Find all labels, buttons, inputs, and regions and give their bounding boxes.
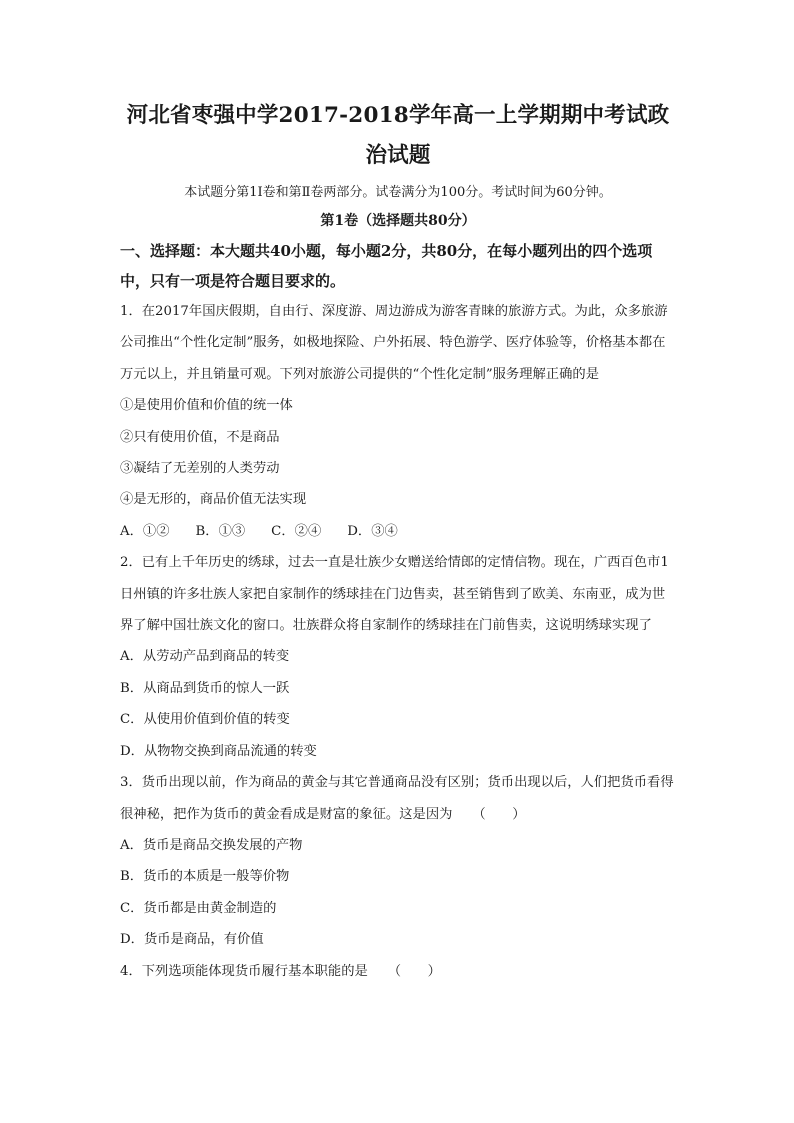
choice-c: C．②④ bbox=[271, 523, 322, 539]
option-a: A．从劳动产品到商品的转变 bbox=[120, 649, 290, 665]
page-content bbox=[120, 96, 676, 987]
question-stem: 1．在2017年国庆假期，自由行、深度游、周边游成为游客青睐的旅游方式。为此，众多旅游公司推出“个性化定制”服务，如极地探险、户外拓展、特色游学、医疗体验等，价格基本都在万元以上，并且销量可观。下列对旅游公司提供的“个性化定制”服务理解正确的是 bbox=[120, 304, 668, 382]
choice-row bbox=[120, 516, 676, 547]
question-3 bbox=[120, 767, 676, 955]
section-title: 第1卷（选择题共80分） bbox=[320, 213, 476, 229]
question-stem: 2．已有上千年历史的绣球，过去一直是壮族少女赠送给情郎的定情信物。现在，广西百色市1日州镇的许多壮族人家把自家制作的绣球挂在门边售卖，甚至销售到了欧美、东南亚，成为世界了解中国壮族文化的窗口。壮族群众将自家制作的绣球挂在门前售卖，这说明绣球实现了 bbox=[120, 555, 669, 634]
option-d: D．货币是商品，有价值 bbox=[120, 932, 264, 948]
question-2 bbox=[120, 547, 676, 767]
statement-2: ②只有使用价值，不是商品 bbox=[120, 429, 280, 445]
option-d: D．从物物交换到商品流通的转变 bbox=[120, 743, 317, 759]
choice-b: B．①③ bbox=[195, 523, 246, 539]
question-4 bbox=[120, 956, 676, 987]
question-stem: 3．货币出现以前，作为商品的黄金与其它普通商品没有区别；货币出现以后，人们把货币看得很神秘，把作为货币的黄金看成是财富的象征。这是因为 （ ） bbox=[120, 775, 674, 822]
option-b: B．从商品到货币的惊人一跃 bbox=[120, 680, 290, 696]
choice-d: D．③④ bbox=[347, 523, 398, 539]
question-1 bbox=[120, 296, 676, 547]
choice-a: A．①② bbox=[120, 523, 170, 539]
statement-3: ③凝结了无差别的人类劳动 bbox=[120, 461, 280, 477]
statement-4: ④是无形的，商品价值无法实现 bbox=[120, 492, 307, 508]
option-c: C．从使用价值到价值的转变 bbox=[120, 712, 290, 728]
option-c: C．货币都是由黄金制造的 bbox=[120, 900, 277, 916]
statement-1: ①是使用价值和价值的统一体 bbox=[120, 398, 293, 414]
question-stem: 4．下列选项能体现货币履行基本职能的是 （ ） bbox=[120, 963, 441, 979]
section-instructions: 一、选择题：本大题共40小题，每小题2分，共80分，在每小题列出的四个选项中，只有一项是符合题目要求的。 bbox=[120, 242, 653, 290]
option-a: A．货币是商品交换发展的产物 bbox=[120, 837, 303, 853]
option-b: B．货币的本质是一般等价物 bbox=[120, 869, 290, 885]
exam-title: 河北省枣强中学2017-2018学年高一上学期期中考试政治试题 bbox=[126, 103, 670, 168]
exam-intro: 本试题分第1I卷和第Ⅱ卷两部分。试卷满分为100分。考试时间为60分钟。 bbox=[184, 185, 612, 200]
